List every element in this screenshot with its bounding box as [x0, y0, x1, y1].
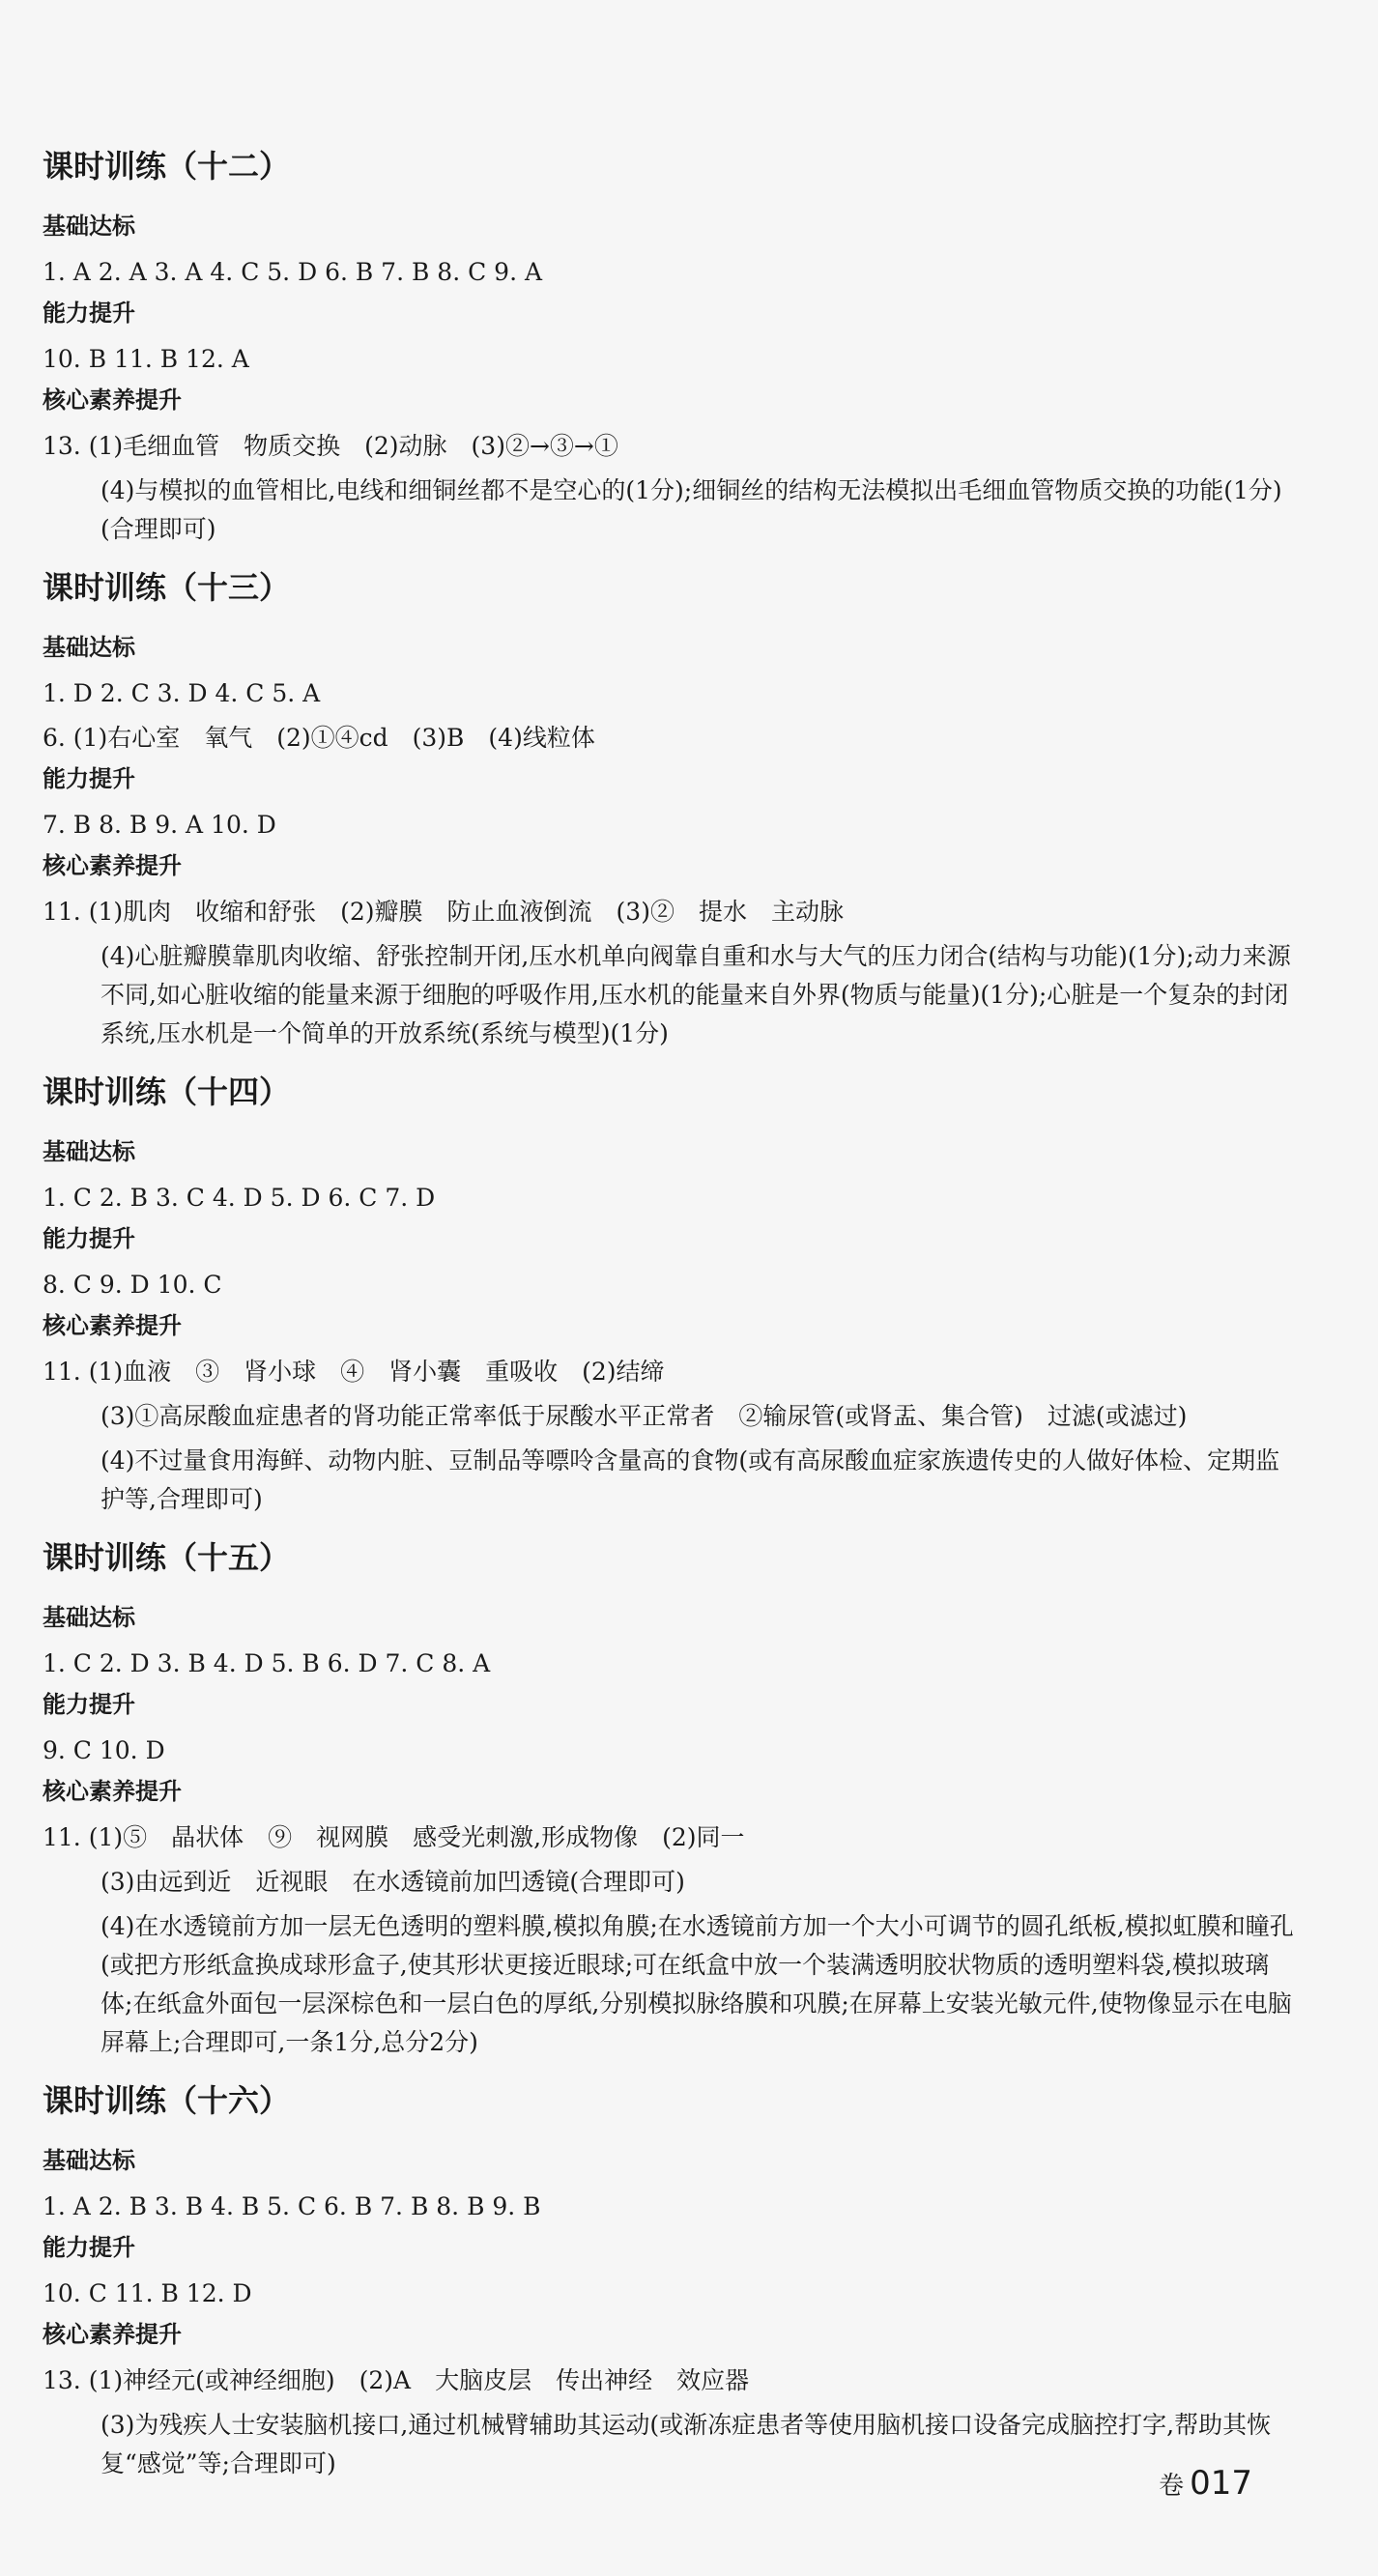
subheading-core: 核心素养提升	[43, 1312, 182, 1339]
answer-line: (4)在水透镜前方加一层无色透明的塑料膜,模拟角膜;在水透镜前方加一个大小可调节的圆孔纸板,模拟虹膜和瞳孔(或把方形纸盒换成球形盒子,使其形状更接近眼球;可在纸盒中放一个装满透明胶状物质的透明塑料袋,模拟玻璃体;在纸盒外面包一层深棕色和一层白色的厚纸,分别模拟脉络膜和巩膜;在屏幕上安装光敏元件,使物像显示在电脑屏幕上;合理即可,一条1分,总分2分)	[100, 1912, 1294, 2056]
section-14	[43, 1071, 1299, 1519]
subheading-basic: 基础达标	[43, 634, 135, 661]
subheading-core: 核心素养提升	[43, 1778, 182, 1805]
subheading-basic: 基础达标	[43, 1138, 135, 1165]
answer-line: 13. (1)毛细血管 物质交换 (2)动脉 (3)②→③→①	[43, 432, 618, 460]
subheading-ability: 能力提升	[43, 2234, 135, 2261]
subheading-core: 核心素养提升	[43, 2321, 182, 2348]
page-number	[1159, 2462, 1252, 2507]
answer-line: 8. C 9. D 10. C	[43, 1271, 222, 1299]
subheading-ability: 能力提升	[43, 300, 135, 327]
answer-line: (4)不过量食用海鲜、动物内脏、豆制品等嘌呤含量高的食物(或有高尿酸血症家族遗传史的人做好体检、定期监护等,合理即可)	[100, 1446, 1280, 1513]
answer-line: 6. (1)右心室 氧气 (2)①④cd (3)B (4)线粒体	[43, 724, 595, 752]
subheading-ability: 能力提升	[43, 765, 135, 792]
answer-content	[43, 145, 1299, 2501]
subheading-core: 核心素养提升	[43, 386, 182, 414]
section-16	[43, 2079, 1299, 2483]
answer-line: 11. (1)肌肉 收缩和舒张 (2)瓣膜 防止血液倒流 (3)② 提水 主动脉	[43, 898, 844, 926]
answer-line: 1. C 2. D 3. B 4. D 5. B 6. D 7. C 8. A	[43, 1649, 491, 1677]
subheading-ability: 能力提升	[43, 1225, 135, 1252]
section-title: 课时训练（十五）	[43, 1539, 291, 1576]
section-title: 课时训练（十四）	[43, 1073, 291, 1110]
subheading-basic: 基础达标	[43, 1604, 135, 1631]
section-15	[43, 1536, 1299, 2062]
answer-line: (4)与模拟的血管相比,电线和细铜丝都不是空心的(1分);细铜丝的结构无法模拟出毛细血管物质交换的功能(1分)(合理即可)	[100, 476, 1282, 543]
section-title: 课时训练（十二）	[43, 148, 291, 185]
subheading-basic: 基础达标	[43, 213, 135, 240]
answer-line: (3)由远到近 近视眼 在水透镜前加凹透镜(合理即可)	[100, 1868, 685, 1896]
answer-line: 1. D 2. C 3. D 4. C 5. A	[43, 679, 321, 707]
answer-line: 11. (1)⑤ 晶状体 ⑨ 视网膜 感受光刺激,形成物像 (2)同一	[43, 1823, 745, 1851]
subheading-core: 核心素养提升	[43, 852, 182, 879]
answer-line: 1. A 2. B 3. B 4. B 5. C 6. B 7. B 8. B 9. B	[43, 2192, 541, 2220]
section-13	[43, 566, 1299, 1053]
answer-line: (3)为残疾人士安装脑机接口,通过机械臂辅助其运动(或渐冻症患者等使用脑机接口设备完成脑控打字,帮助其恢复“感觉”等;合理即可)	[100, 2411, 1272, 2477]
section-title: 课时训练（十三）	[43, 569, 291, 606]
answer-line: (4)心脏瓣膜靠肌肉收缩、舒张控制开闭,压水机单向阀靠自重和水与大气的压力闭合(结构与功能)(1分);动力来源不同,如心脏收缩的能量来源于细胞的呼吸作用,压水机的能量来自外界(物质与能量)(1分);心脏是一个复杂的封闭系统,压水机是一个简单的开放系统(系统与模型)(1分)	[100, 942, 1291, 1047]
answer-line: 13. (1)神经元(或神经细胞) (2)A 大脑皮层 传出神经 效应器	[43, 2366, 750, 2394]
answer-line: 10. B 11. B 12. A	[43, 345, 249, 373]
answer-line: 1. C 2. B 3. C 4. D 5. D 6. C 7. D	[43, 1184, 436, 1212]
answer-line: (3)①高尿酸血症患者的肾功能正常率低于尿酸水平正常者 ②输尿管(或肾盂、集合管) 过滤(或滤过)	[100, 1402, 1188, 1430]
volume-label: 卷	[1159, 2472, 1185, 2501]
subheading-basic: 基础达标	[43, 2147, 135, 2174]
page-number-value: 017	[1190, 2464, 1252, 2503]
section-title: 课时训练（十六）	[43, 2082, 291, 2119]
section-12	[43, 145, 1299, 549]
answer-line: 7. B 8. B 9. A 10. D	[43, 811, 276, 839]
answer-line: 11. (1)血液 ③ 肾小球 ④ 肾小囊 重吸收 (2)结缔	[43, 1358, 665, 1386]
subheading-ability: 能力提升	[43, 1691, 135, 1718]
answer-line: 1. A 2. A 3. A 4. C 5. D 6. B 7. B 8. C 9. A	[43, 258, 543, 286]
answer-line: 9. C 10. D	[43, 1736, 165, 1764]
answer-line: 10. C 11. B 12. D	[43, 2279, 252, 2307]
